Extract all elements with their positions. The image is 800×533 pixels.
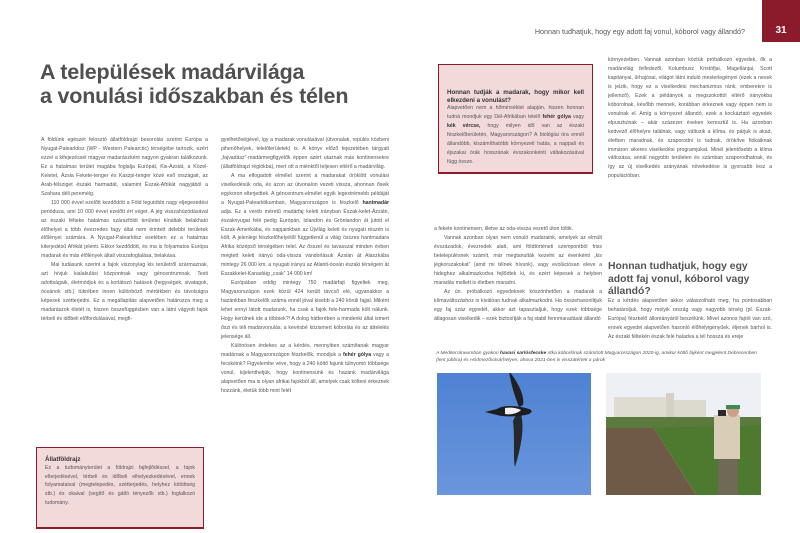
title-line-2: a vonulási időszakban és télen (40, 84, 349, 108)
paragraph: Vannak azonban olyan nem vonuló madaraink, amelyek az elmúlt évszázadok, évezredek alatt, ami földtörténeti szempontból friss betelepülésnek számít, már megtanulták kezelni az évenkénti „kis jégkorszakokat” (amit mi télnek hívunk), vagy evolúciósan eleve a hideghez alkalmazkodva fejlődtek ki, és ezért képesek a helyben maradás mellett is életben maradni. (434, 234, 602, 286)
alpine-swift-illustration (437, 373, 591, 495)
page-number-tab (762, 0, 800, 42)
text-run: Alapvetően nem a hőmérséklet alapján, hiszen honnan tudná mondjuk egy Dél-Afrikában telelő (447, 105, 584, 121)
bold-term: fehér gólya (542, 114, 571, 121)
text-run: Különösen érdekes az a kérdés, mennyiben számítanak magyar madárnak a Magyarországon fészkelők, mondjuk a (221, 342, 389, 358)
box-title: Honnan tudják a madarak, hogy mikor kell elkezdeni a vonulást? (447, 89, 584, 104)
text-column-4-continued (608, 297, 772, 342)
photo-birdwatcher-debrecen (606, 373, 761, 495)
text-column-3 (434, 225, 602, 323)
sidebar-box-allatfoldrajz (36, 447, 204, 529)
text-run: vagy (573, 114, 584, 121)
photo-caption (436, 350, 766, 365)
paragraph (221, 342, 389, 396)
article-title (40, 60, 370, 108)
bold-term: hantmadár (362, 199, 389, 206)
section-heading: Honnan tudhatjuk, hogy egy adott faj vonul, kóborol vagy állandó? (608, 261, 750, 297)
text-run: vagy a fecskéink? Figyelembe véve, hogy a 240 költő fajunk túlnyomó többsége vonul, kijelenthetjük, hogy kontinensünk és hazánk madárvilága alapvetően ma is olyan afrikai fajokból áll, amelyek csak költeni érkeznek hozzánk, életük több mint felét (221, 351, 389, 394)
bold-term: fehér gólya (342, 351, 372, 358)
bold-term: havasi sarlósfecske (499, 351, 547, 356)
text-run: adja. Ez a veréb méretű madárfaj keleti irányban Észak-kelet-Ázsián, északnyugat felé pedig Európán, Izlandon és Grönlandon át jutott el Észak-Amerikába, és napjainkban az Újvilág keleti és nyugati részén is költ. A jelenlegi fészkelőhelyétől függetlenül a világ összes hantmadara Afrika középső térségében telel. Az ősszel és tavasszal minden évben megtett keleti irányú oda-vissza vándorlásuk Ázsián át Alaszkába mintegy 26 000 km, a nyugati irányú az Atlanti-óceán északi térségein át Északkelet-Kanadáig „csak” 14 000 km! (221, 208, 389, 278)
paragraph: környezetben. Vannak azonban köztük próbálkozó egyedek, ők a madárvilág felfedezői, Kolumbusz Kristófjai, Magellánjai, Scott kapitányai, űrhajósai, világot látni induló mesterlegényei (ezek a nevek is jelzik, hogy ez a viselkedési mechanizmus ránk, emberekre is jellemző). Ezek a példányok a megszokottól eltérő irányokba kóborolnak, később mennek, korábban érkeznek vagy éppen nem is vonulnak el. Amíg a környezet állandó, ezek a kockáztató egyedek elpusztulnak – akár százezer éveken keresztül is. Ha azonban kedvező élőhelyre találnak, vagy változik a klíma, és párjuk is akad, életben maradnak, és szaporodni is tudnak, örökítve fiókáiknak immáron sikeres viselkedési programjukat. Minél jelentősebb a klíma változása, annál nagyobb területen és számban szaporodhatnak, és így az új viselkedés arányának növekedése is gyorsabb lesz a populációban. (608, 57, 772, 180)
page-number: 31 (775, 25, 787, 36)
text-column-4 (608, 56, 772, 181)
box-text (447, 104, 584, 166)
paragraph: gyelhetőségével, így a madarak vonulásával (útvonalak, repülés közbeni pihenőhelyek, telelőterületek) is. A könyv előző fejezetében tárgyalt „fajvadász”-madármegfigyelők éppen azért utaznak más kontinensekre (állatföldrajzi régiókba), mert ott a miénktől teljesen eltérő a madárvilág. (221, 137, 389, 170)
text-run: A ma elfogadott elmélet szerint a madarakat öröklött vonulási viselkedésük oda, és azon az útvonalon vezeti vissza, ahonnan őseik egykoron elterjedtek. A géncentrum-elmélet egyik legextrémebb példáját a Nyugat-Palearktikumban, Magyarországon is fészkelő (221, 172, 389, 206)
text-column-2 (221, 136, 389, 396)
text-run: hogy milyen idő van az északi fészkelőterületén, Magyarországon? A biológiai óra ennél állandóbb, kiszámíthatóbb környezeti hatás, a nappali és éjszakai órák hosszának évszakonkénti váltakozásával függ össze. (447, 123, 584, 165)
box-text: Ez a tudományterület a földrajzi fajfejlődéssel, a fajok elterjedésével, térbeli és időbeli elhelyezkedésével, ennek folyamataival (megtelepedés, szétterjedés, helyhez kötöttség stb.) és okaival (segítő és gátló tényezők stb.) foglalkozó tudomány. (45, 464, 195, 507)
running-head: Honnan tudhatjuk, hogy egy adott faj vonul, kóborol vagy állandó? (534, 27, 745, 36)
title-line-1: A települések madárvilága (40, 60, 305, 84)
text-run: ritka kóborlónak számított Magyarországon 2020-ig, amikor költő fajként megjelent Debrecenben (lent jobbra) és Hódmezővásárhelyen, ahova 2021-ben is visszatértek a párok (436, 351, 757, 364)
bold-term: kék vércse, (447, 123, 481, 129)
birdwatcher-field-illustration (606, 373, 761, 495)
paragraph: Mai tudásunk szerint a fajok viszonylag kis területről származnak, azt hívjuk kialakulási központnak vagy géncentrumnak. Testi adottságaik, életmódjuk és a korlátozó hatások (hegységek, sivatagok, óceánok stb.) tükrében innen különböző mértékben és távolságra képesek szétterjedni. Ez a megállapítás alapvetően határozza meg a madarászok életét is, hiszen összefüggésben van a látni vágyott fajok térbeli és időbeli előfordulásával, megfi- (41, 262, 208, 323)
photo-alpine-swift (437, 373, 591, 495)
sidebar-box-migration-start (438, 64, 593, 174)
paragraph: Az ún. próbálkozó egyedeknek köszönhetően a madarak a klímaváltozáshoz is kiválóan tudnak alkalmazkodni. Ha összehasonlítjuk egy faj száz egyedét, akkor azt tapasztaljuk, hogy ezek többsége átlagosan viselkedik – ezek biztosítják a faj stabil fennmaradását állandó (434, 288, 602, 322)
box-title: Állatföldrajz (45, 456, 81, 463)
text-column-1 (41, 136, 208, 324)
paragraph: Európában eddig mintegy 750 madárfajt figyeltek meg, Magyarországon ezek közül 424 került távcső elé, ugyanakkor a hazánkban fészkelők száma ennél jóval kisebb a 240 körüli fajjal. Miként lehet ennyi látott madarunk, ha csak a fajok fele-harmada költ nálunk. Hogy kerülnek ide a többiek?! A dolog hátterében a mindenki által ismert őszi és téli madárvonulás, a kevésbé közismert kóborlás és az áttelelés jelensége áll. (221, 280, 389, 340)
paragraph: 110 000 évvel ezelőtt kezdődött a Föld legutóbbi nagy eljegesedési periódusa, ami 10 000 évvel ezelőtt ért véget. A jég visszahúzódásával az északi félteke hatalmas szárazföldi területei kínáltak belakható élőhelyet a több évezredes fagy által nem érintett délebbi területek élőlényei számára. A Nyugat-Palearktisz esetében ez a hatalmas kiterjedésű Afrikát jelenti. Ekkor kezdődött, és ma is folyamatos Európa madarak és más élőlények általi visszafoglalása, belakása. (41, 199, 208, 260)
paragraph: Ez a kérdés alapvetően akkor válaszolható meg, ha pontosabban behatároljuk, hogy melyik ország vagy nagyobb térség (pl. Észak-Európa) fészkelő állományáról beszélünk. Mivel azonos fajról van szó, ennek egyedei alapvetően hasonló élőhelyigényűek, éljenek bárhol is. Az északi féltekén észak felé haladva a tél hossza és ereje (608, 298, 772, 340)
text-run: A Mediterráneumban gyakori (436, 351, 499, 356)
paragraph: A földünk egészét felosztó állatföldrajzi besorolás szerint Európa a Nyugat-Palearktisz (WP - Western Palearctic) térségébe tartozik, ezért ezzel a kifejezéssel magyar madarászként nagyon gyakran találkozunk. Ez a hatalmas terület magába foglalja Európát, Kis-Ázsiát, a Közel-Keletet, Ázsia Fekete-tenger és Kaszpi-tenger közé eső országait, az Arab-félsziget északi harmadát, valamint Észak-Afrikát nagyjából a Szahara déli pereméig. (41, 137, 208, 197)
paragraph: a fekete kontinensen, illetve az oda-vissza vezető úton töltik. (434, 226, 573, 232)
paragraph (221, 172, 389, 279)
